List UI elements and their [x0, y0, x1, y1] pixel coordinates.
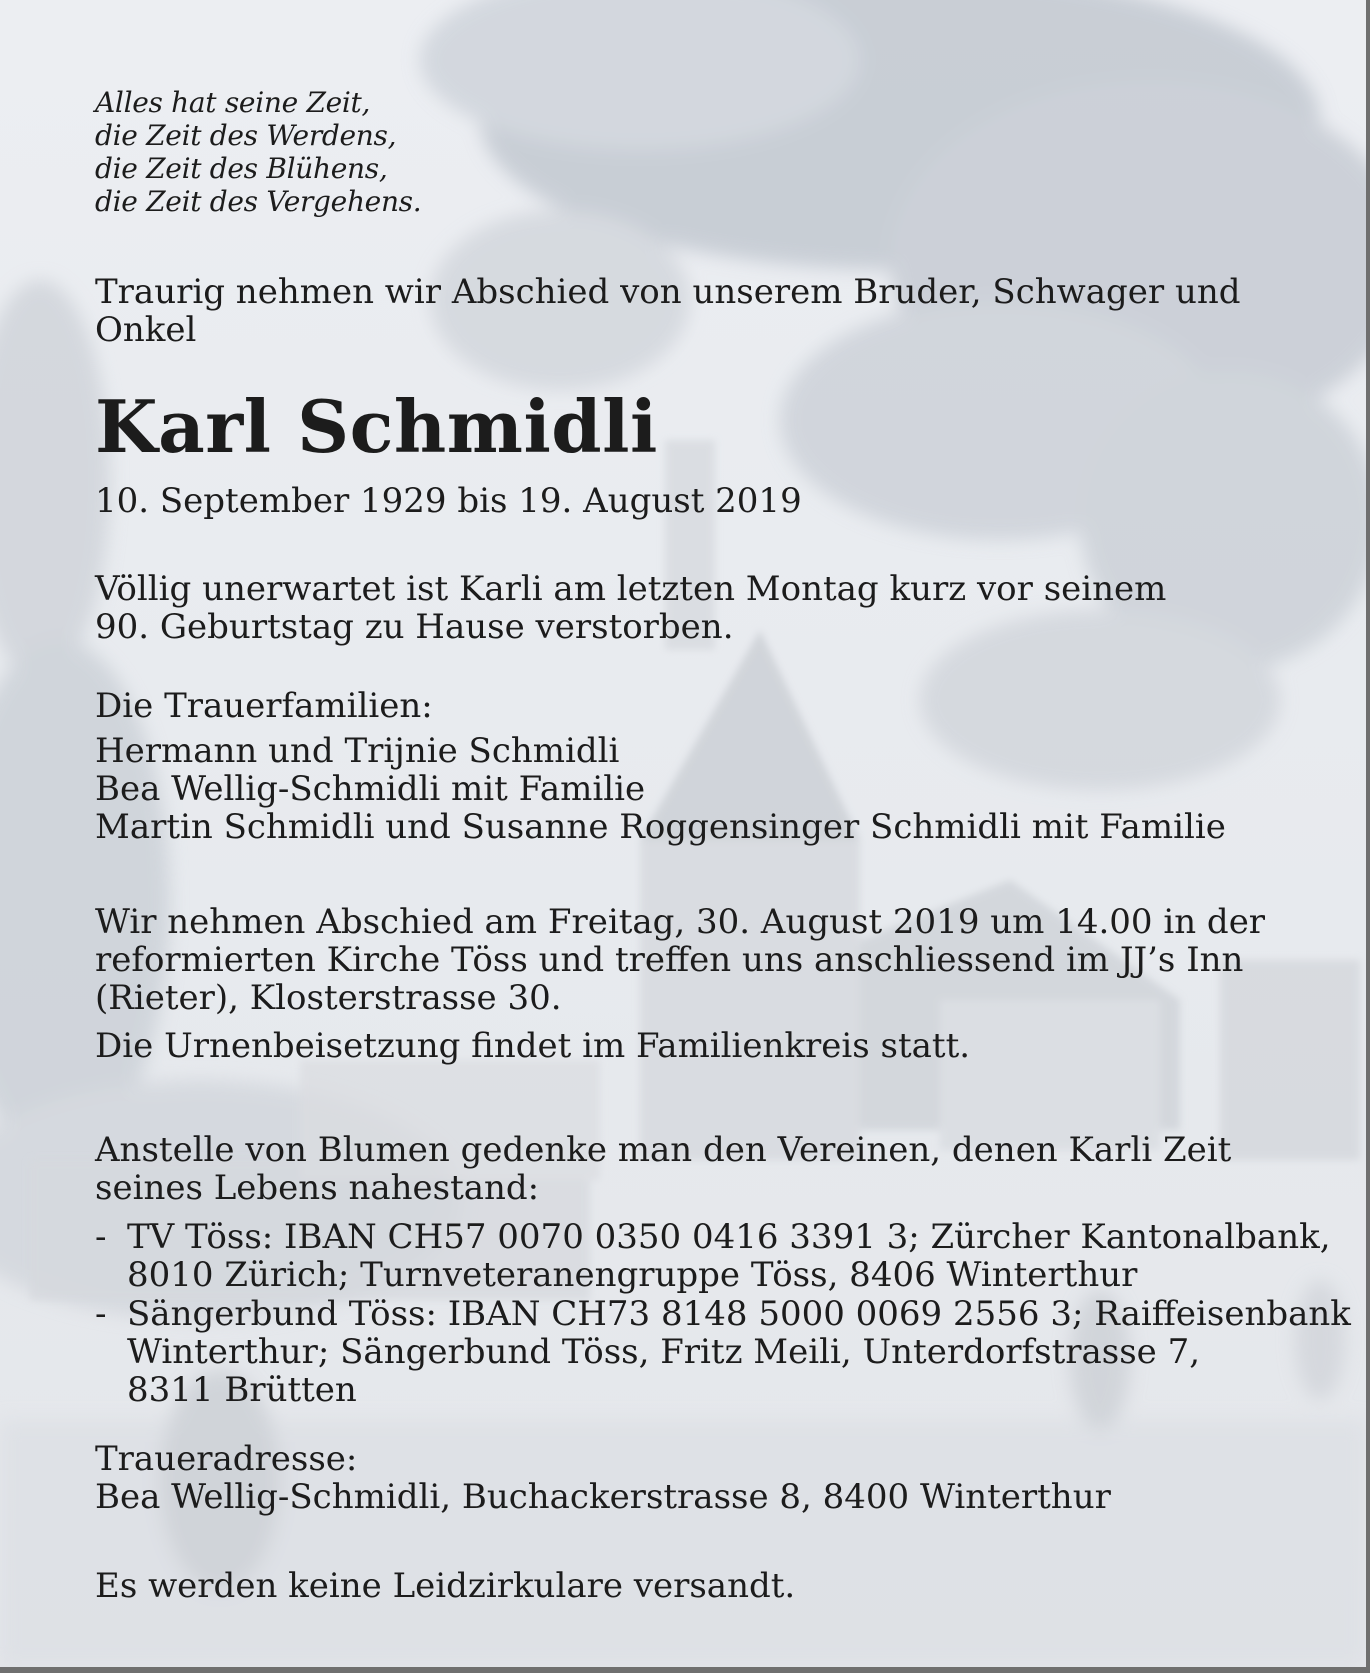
family-member: Bea Wellig-Schmidli mit Familie	[95, 769, 646, 809]
motto-line: die Zeit des Werdens,	[95, 119, 397, 152]
donation-item-tv-toess	[95, 1218, 1331, 1294]
donation-item-saengerbund	[95, 1295, 1351, 1409]
service-line-3: (Rieter), Klosterstrasse 30.	[95, 978, 562, 1018]
message-line-1: Völlig unerwartet ist Karli am letzten Montag kurz vor seinem	[95, 569, 1167, 609]
life-dates: 10. September 1929 bis 19. August 2019	[95, 481, 802, 521]
message-line-2: 90. Geburtstag zu Hause verstorben.	[95, 607, 734, 647]
list-bullet: -	[95, 1217, 107, 1257]
motto-line: die Zeit des Vergehens.	[95, 185, 422, 218]
motto-line: Alles hat seine Zeit,	[95, 86, 371, 119]
donations-line-1: Anstelle von Blumen gedenke man den Vereinen, denen Karli Zeit	[95, 1130, 1232, 1170]
donations-line-2: seines Lebens nahestand:	[95, 1168, 540, 1208]
intro-line-2: Onkel	[95, 310, 197, 350]
deceased-name: Karl Schmidli	[95, 384, 658, 469]
service-line-2: reformierten Kirche Töss und treffen uns anschliessend im JJ’s Inn	[95, 940, 1244, 980]
closing-note: Es werden keine Leidzirkulare versandt.	[95, 1566, 796, 1606]
list-bullet: -	[95, 1294, 107, 1334]
donation-line: 8311 Brütten	[127, 1370, 357, 1410]
donation-line: 8010 Zürich; Turnveteranengruppe Töss, 8406 Winterthur	[127, 1255, 1138, 1295]
service-line-1: Wir nehmen Abschied am Freitag, 30. August 2019 um 14.00 in der	[95, 902, 1266, 942]
family-member: Hermann und Trijnie Schmidli	[95, 731, 620, 771]
donation-line: Winterthur; Sängerbund Töss, Fritz Meili, Unterdorfstrasse 7,	[127, 1332, 1201, 1372]
motto-line: die Zeit des Blühens,	[95, 152, 388, 185]
address-heading: Traueradresse:	[95, 1439, 358, 1479]
motto-verse	[95, 86, 421, 218]
donation-line: TV Töss: IBAN CH57 0070 0350 0416 3391 3; Zürcher Kantonalbank,	[127, 1217, 1331, 1257]
families-heading: Die Trauerfamilien:	[95, 686, 433, 726]
family-member: Martin Schmidli und Susanne Roggensinger Schmidli mit Familie	[95, 807, 1226, 847]
donation-line: Sängerbund Töss: IBAN CH73 8148 5000 0069 2556 3; Raiffeisenbank	[127, 1294, 1351, 1334]
burial-note: Die Urnenbeisetzung findet im Familienkreis statt.	[95, 1026, 971, 1066]
mourning-address: Bea Wellig-Schmidli, Buchackerstrasse 8, 8400 Winterthur	[95, 1477, 1111, 1517]
intro-line-1: Traurig nehmen wir Abschied von unserem Bruder, Schwager und	[95, 272, 1241, 312]
